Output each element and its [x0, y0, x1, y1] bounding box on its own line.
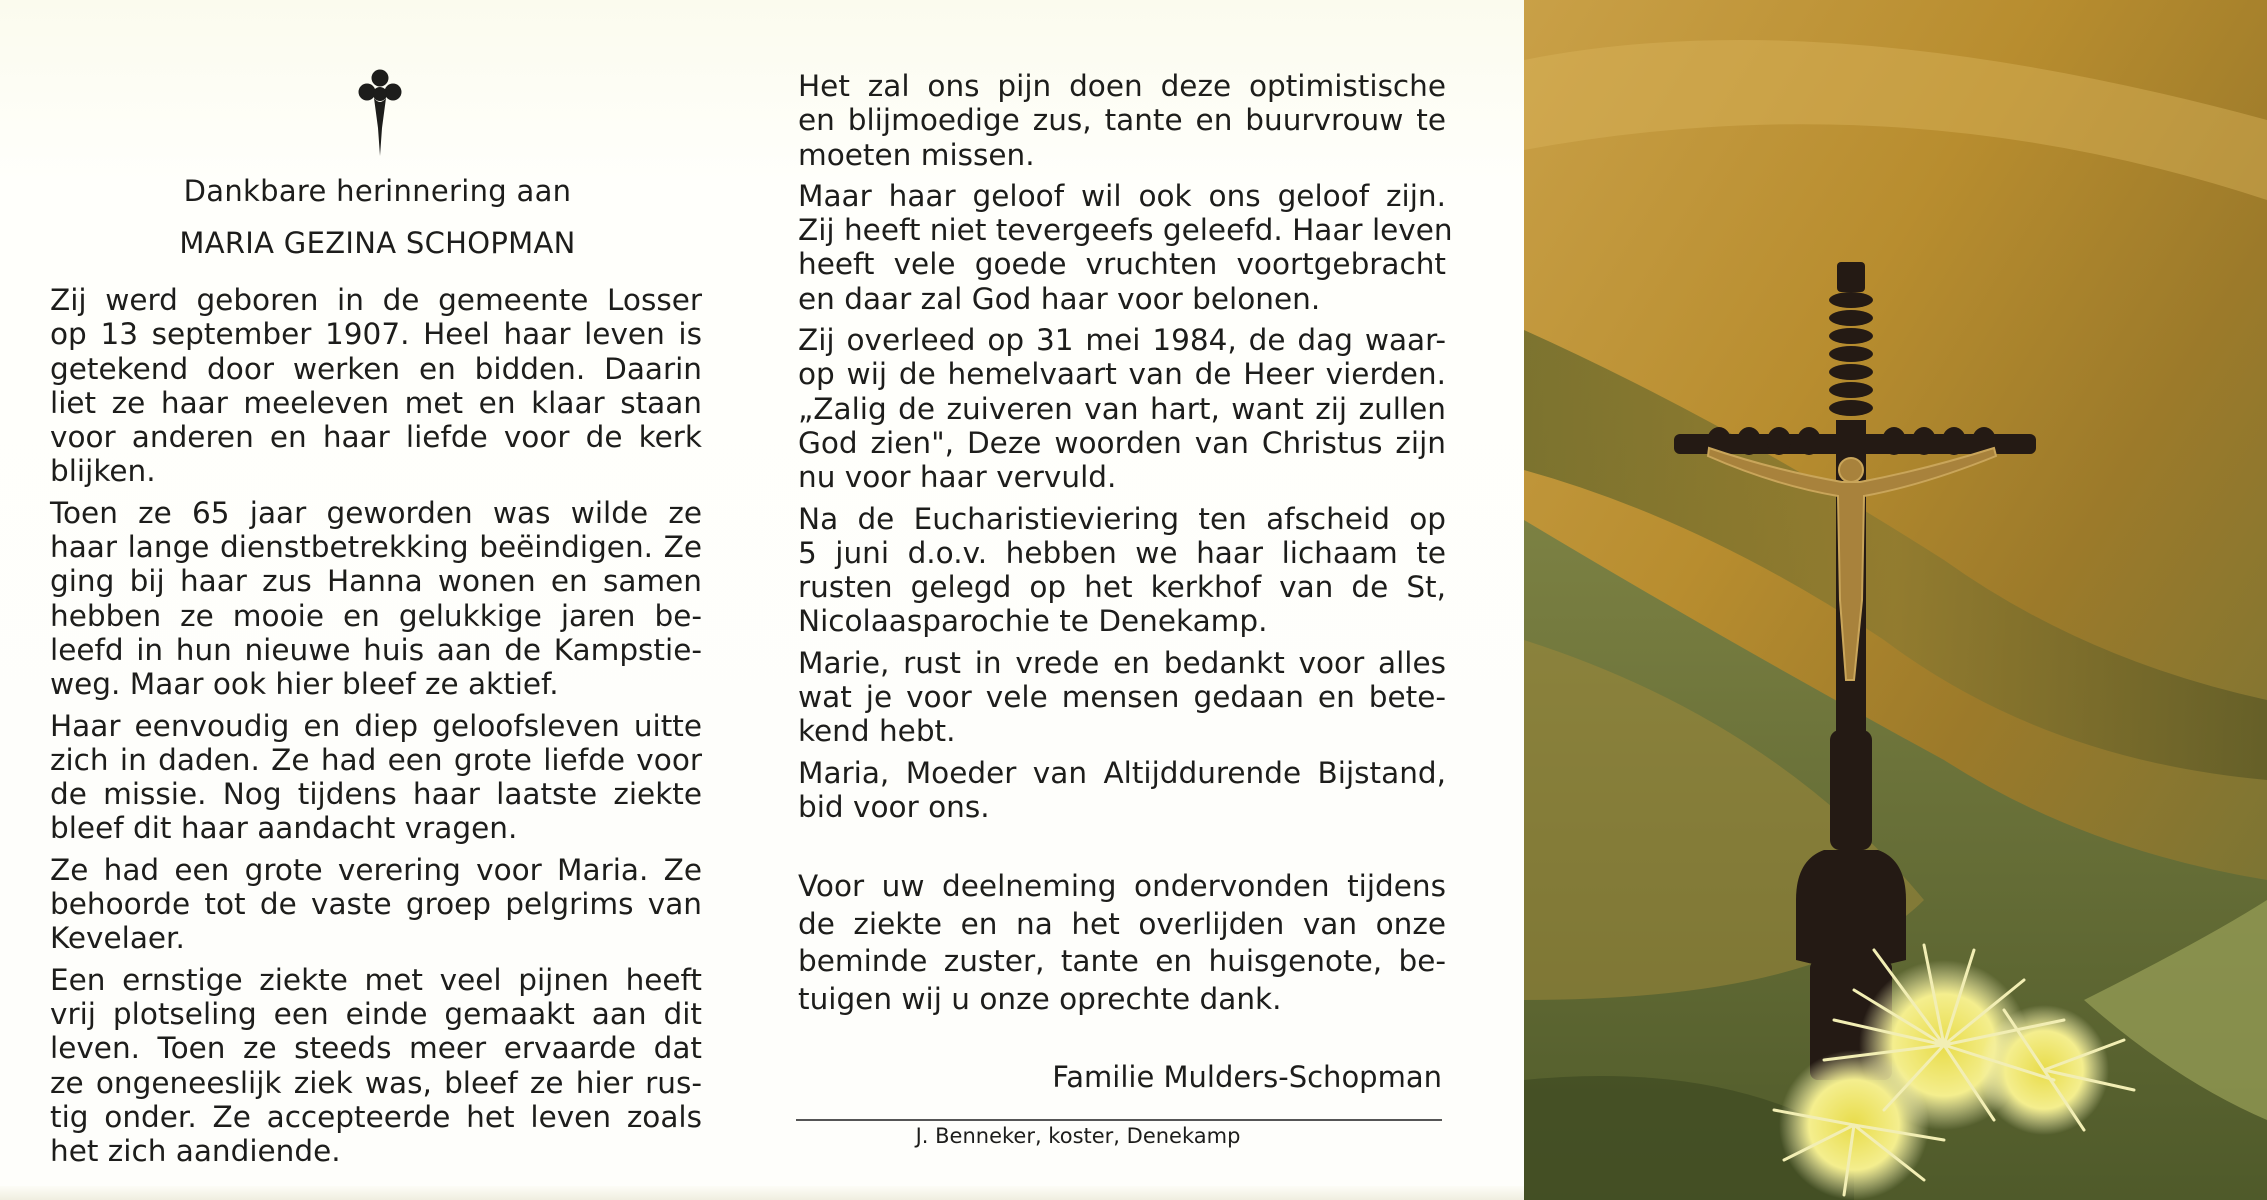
- text-line: Nicolaasparochie te Denekamp.: [798, 604, 1268, 639]
- text-line: Zij overleed op 31 mei 1984, de dag waar-: [798, 323, 1446, 358]
- dedication-heading: Dankbare herinnering aan: [183, 174, 572, 208]
- crucifix-photo: [1524, 0, 2267, 1200]
- text-line: het zich aandiende.: [50, 1134, 341, 1169]
- text-line: en daar zal God haar voor belonen.: [798, 281, 1321, 316]
- text-line: kend hebt.: [798, 714, 956, 749]
- text-line: op 13 september 1907. Heel haar leven is: [50, 317, 702, 352]
- text-line: wat je voor vele mensen gedaan en bete-: [798, 680, 1446, 715]
- text-line: ging bij haar zus Hanna wonen en samen: [50, 564, 702, 599]
- text-line: blijken.: [50, 454, 156, 489]
- text-line: leven. Toen ze steeds meer ervaarde dat: [50, 1031, 702, 1066]
- text-line: Voor uw deelneming ondervonden tijdens: [798, 869, 1446, 903]
- text-line: leefd in hun nieuwe huis aan de Kampstie-: [50, 632, 702, 667]
- cross-icon: [355, 68, 405, 158]
- text-line: Zij heeft niet tevergeefs geleefd. Haar leven: [798, 213, 1453, 248]
- card-edge: [0, 1186, 1524, 1200]
- paragraph: [798, 178, 1453, 316]
- text-line: liet ze haar meeleven met en klaar staan: [50, 385, 702, 420]
- paragraph: [798, 756, 1446, 825]
- text-line: vrij plotseling een einde gemaakt aan dit: [50, 996, 702, 1031]
- text-line: de ziekte en na het overlijden van onze: [798, 906, 1446, 941]
- text-line: 5 juni d.o.v. hebben we haar lichaam te: [798, 535, 1446, 570]
- paragraph: [798, 69, 1446, 172]
- text-line: Zij werd geboren in de gemeente Losser: [50, 283, 702, 317]
- text-line: haar lange dienstbetrekking beëindigen. Ze: [50, 530, 702, 565]
- text-line: weg. Maar ook hier bleef ze aktief.: [50, 667, 559, 702]
- text-line: en blijmoedige zus, tante en buurvrouw te: [798, 103, 1446, 138]
- family-signature: Familie Mulders-Schopman: [1052, 1060, 1442, 1094]
- text-line: Marie, rust in vrede en bedankt voor alles: [798, 645, 1446, 680]
- text-line: Maar haar geloof wil ook ons geloof zijn.: [798, 178, 1446, 213]
- text-line: bid voor ons.: [798, 789, 990, 824]
- text-line: Na de Eucharistieviering ten afscheid op: [798, 501, 1446, 536]
- text-line: voor anderen en haar liefde voor de kerk: [50, 420, 702, 455]
- text-line: Ze had een grote verering voor Maria. Ze: [50, 852, 702, 887]
- text-line: zich in daden. Ze had een grote liefde voor: [50, 742, 702, 777]
- text-line: heeft vele goede vruchten voortgebracht: [798, 247, 1446, 282]
- text-line: nu voor haar vervuld.: [798, 460, 1117, 495]
- text-line: Een ernstige ziekte met veel pijnen heeft: [50, 962, 702, 997]
- text-line: Het zal ons pijn doen deze optimistische: [798, 69, 1446, 103]
- divider-line: [796, 1119, 1442, 1121]
- printer-credit: J. Benneker, koster, Denekamp: [915, 1124, 1241, 1148]
- text-line: tuigen wij u onze oprechte dank.: [798, 981, 1282, 1016]
- text-line: ze ongeneeslijk ziek was, bleef ze hier rus-: [50, 1065, 702, 1100]
- paragraph: [50, 963, 702, 1169]
- text-line: de missie. Nog tijdens haar laatste ziekte: [50, 777, 702, 812]
- text-line: op wij de hemelvaart van de Heer vierden.: [798, 357, 1446, 392]
- text-line: Maria, Moeder van Altijddurende Bijstand,: [798, 755, 1446, 790]
- deceased-name: MARIA GEZINA SCHOPMAN: [179, 226, 576, 260]
- paragraph: [798, 646, 1446, 749]
- paragraph: [50, 496, 702, 702]
- paragraph: [50, 283, 702, 489]
- reflection-column: [798, 69, 1453, 831]
- text-line: moeten missen.: [798, 137, 1035, 172]
- biography-column: [50, 283, 702, 1175]
- text-line: Toen ze 65 jaar geworden was wilde ze: [50, 495, 702, 530]
- text-line: Haar eenvoudig en diep geloofsleven uitte: [50, 708, 702, 743]
- text-line: God zien", Deze woorden van Christus zijn: [798, 425, 1446, 460]
- text-line: rusten gelegd op het kerkhof van de St,: [798, 570, 1446, 605]
- text-line: behoorde tot de vaste groep pelgrims van: [50, 887, 702, 922]
- text-line: bleef dit haar aandacht vragen.: [50, 811, 518, 846]
- text-line: tig onder. Ze accepteerde het leven zoals: [50, 1099, 702, 1134]
- paragraph: [50, 709, 702, 846]
- paragraph: [50, 853, 702, 956]
- paragraph: [798, 502, 1446, 639]
- paragraph: [798, 323, 1446, 494]
- thanks-paragraph: [798, 868, 1446, 1018]
- text-line: getekend door werken en bidden. Daarin: [50, 351, 702, 386]
- text-line: hebben ze mooie en gelukkige jaren be-: [50, 598, 702, 633]
- text-line: beminde zuster, tante en huisgenote, be-: [798, 944, 1446, 978]
- text-line: Kevelaer.: [50, 921, 185, 956]
- text-line: „Zalig de zuiveren van hart, want zij zullen: [798, 391, 1446, 426]
